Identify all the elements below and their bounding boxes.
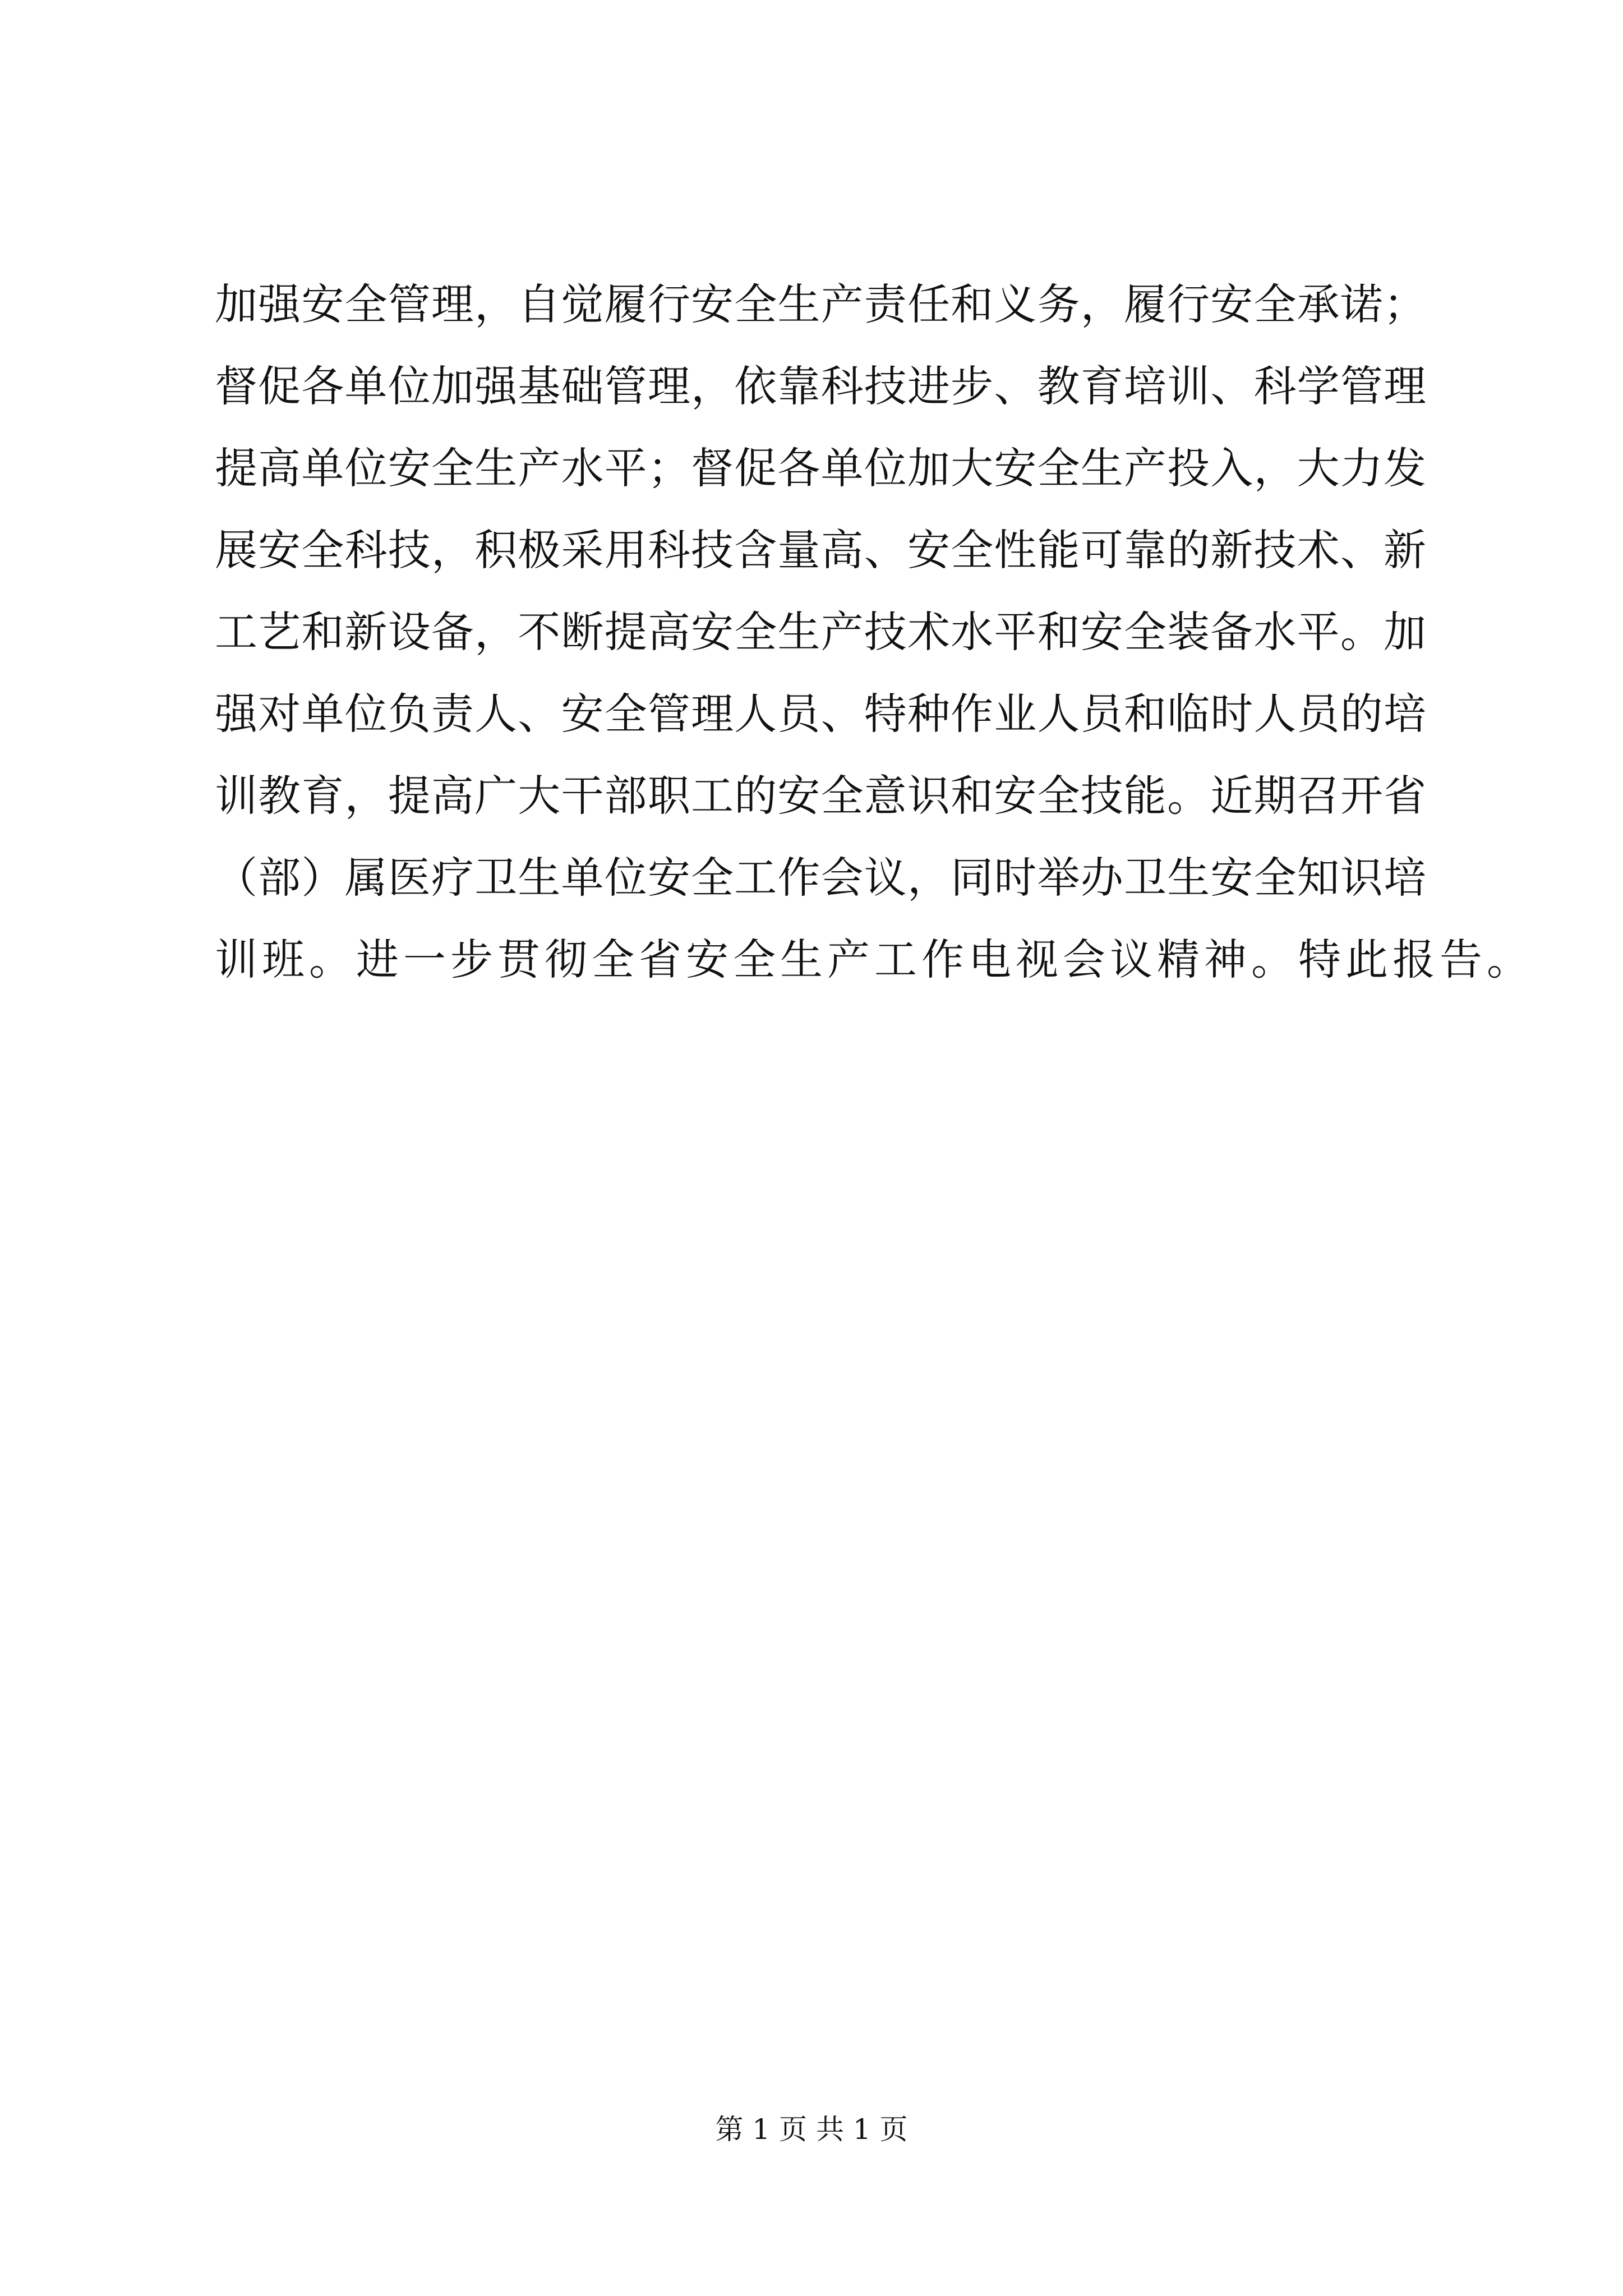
body-paragraph bbox=[215, 264, 1534, 1001]
paragraph-line: 强对单位负责人、安全管理人员、特种作业人员和临时人员的培 bbox=[215, 689, 1426, 739]
paragraph-line: 加强安全管理，自觉履行安全生产责任和义务，履行安全承诺； bbox=[215, 279, 1426, 329]
paragraph-line: 展安全科技，积极采用科技含量高、安全性能可靠的新技术、新 bbox=[215, 525, 1426, 575]
paragraph-line: 工艺和新设备，不断提高安全生产技术水平和安全装备水平。加 bbox=[215, 607, 1426, 657]
paragraph-line: 提高单位安全生产水平；督促各单位加大安全生产投入，大力发 bbox=[215, 443, 1426, 493]
paragraph-line: 督促各单位加强基础管理，依靠科技进步、教育培训、科学管理 bbox=[215, 361, 1426, 411]
paragraph-line: 训教育，提高广大干部职工的安全意识和安全技能。近期召开省 bbox=[215, 771, 1426, 821]
paragraph-line: 训班。进一步贯彻全省安全生产工作电视会议精神。特此报告。 bbox=[215, 935, 1534, 984]
page-number-footer: 第 1 页 共 1 页 bbox=[715, 2113, 908, 2146]
paragraph-line: （部）属医疗卫生单位安全工作会议，同时举办卫生安全知识培 bbox=[215, 853, 1426, 903]
